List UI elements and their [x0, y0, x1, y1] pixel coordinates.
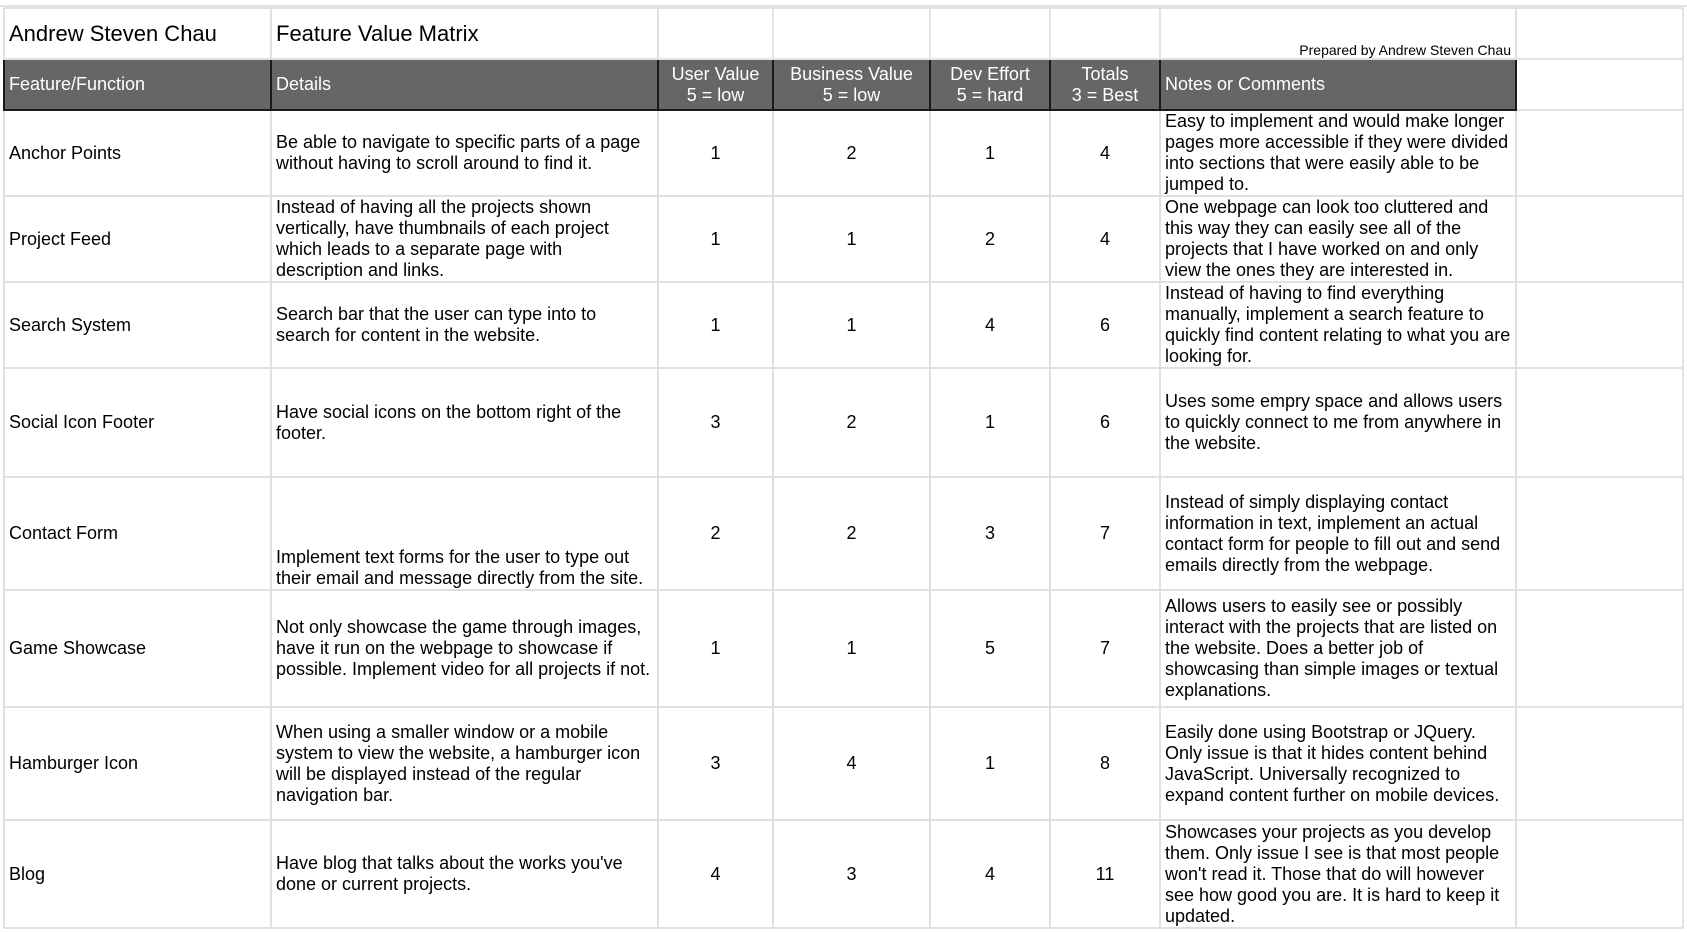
dev-effort-cell[interactable]: 5: [930, 590, 1050, 707]
total-cell[interactable]: 6: [1050, 282, 1160, 368]
empty-cell[interactable]: [1516, 477, 1683, 590]
title-row: [4, 8, 1683, 59]
empty-cell[interactable]: [1516, 110, 1683, 196]
details-cell[interactable]: When using a smaller window or a mobile system to view the website, a hamburger icon will be displayed instead of the regular navigation bar.: [271, 707, 658, 820]
header-notes[interactable]: Notes or Comments: [1160, 59, 1516, 110]
dev-effort-cell[interactable]: 1: [930, 707, 1050, 820]
header-details[interactable]: Details: [271, 59, 658, 110]
details-cell[interactable]: Have social icons on the bottom right of the footer.: [271, 368, 658, 477]
empty-cell[interactable]: [930, 8, 1050, 59]
dev-effort-cell[interactable]: 4: [930, 820, 1050, 928]
user-value-cell[interactable]: 1: [658, 110, 773, 196]
feature-cell[interactable]: Search System: [4, 282, 271, 368]
table-row: [4, 196, 1683, 282]
empty-cell[interactable]: [658, 8, 773, 59]
feature-cell[interactable]: Hamburger Icon: [4, 707, 271, 820]
header-user-value[interactable]: [658, 59, 773, 110]
details-cell[interactable]: Search bar that the user can type into to search for content in the website.: [271, 282, 658, 368]
business-value-cell[interactable]: 1: [773, 282, 930, 368]
total-cell[interactable]: 4: [1050, 110, 1160, 196]
user-value-cell[interactable]: 1: [658, 590, 773, 707]
details-cell[interactable]: Implement text forms for the user to type out their email and message directly from the site.: [271, 477, 658, 590]
empty-cell[interactable]: [1516, 8, 1683, 59]
sheet-title-cell[interactable]: Feature Value Matrix: [271, 8, 658, 59]
total-cell[interactable]: 11: [1050, 820, 1160, 928]
user-value-cell[interactable]: 2: [658, 477, 773, 590]
empty-cell[interactable]: [1516, 368, 1683, 477]
total-cell[interactable]: 6: [1050, 368, 1160, 477]
header-business-value-scale: 5 = low: [822, 84, 881, 105]
total-cell[interactable]: 4: [1050, 196, 1160, 282]
header-business-value-label: Business Value: [790, 63, 913, 84]
table-row: [4, 590, 1683, 707]
business-value-cell[interactable]: 3: [773, 820, 930, 928]
user-value-cell[interactable]: 3: [658, 707, 773, 820]
header-feature[interactable]: Feature/Function: [4, 59, 271, 110]
notes-cell[interactable]: One webpage can look too cluttered and this way they can easily see all of the projects that I have worked on and only view the ones they are interested in.: [1160, 196, 1516, 282]
header-row: [4, 59, 1683, 110]
dev-effort-cell[interactable]: 2: [930, 196, 1050, 282]
business-value-cell[interactable]: 2: [773, 477, 930, 590]
notes-cell[interactable]: Allows users to easily see or possibly interact with the projects that are listed on the website. Does a better job of showcasing than simple images or textual explanations.: [1160, 590, 1516, 707]
header-totals-label: Totals: [1081, 63, 1129, 84]
empty-cell[interactable]: [1516, 196, 1683, 282]
table-row: [4, 820, 1683, 928]
header-user-value-scale: 5 = low: [686, 84, 745, 105]
notes-cell[interactable]: Uses some empry space and allows users to quickly connect to me from anywhere in the website.: [1160, 368, 1516, 477]
empty-cell[interactable]: [1516, 282, 1683, 368]
user-value-cell[interactable]: 3: [658, 368, 773, 477]
user-value-cell[interactable]: 1: [658, 282, 773, 368]
notes-cell[interactable]: Instead of simply displaying contact information in text, implement an actual contact form for people to fill out and send emails directly from the webpage.: [1160, 477, 1516, 590]
empty-cell[interactable]: [773, 8, 930, 59]
business-value-cell[interactable]: 1: [773, 196, 930, 282]
business-value-cell[interactable]: 1: [773, 590, 930, 707]
notes-cell[interactable]: Showcases your projects as you develop them. Only issue I see is that most people won't read it. Those that do will however see how good you are. It is hard to keep it updated.: [1160, 820, 1516, 928]
prepared-by-cell[interactable]: Prepared by Andrew Steven Chau: [1160, 8, 1516, 59]
feature-cell[interactable]: Blog: [4, 820, 271, 928]
empty-cell[interactable]: [1516, 820, 1683, 928]
header-dev-effort-label: Dev Effort: [950, 63, 1030, 84]
details-cell[interactable]: Have blog that talks about the works you've done or current projects.: [271, 820, 658, 928]
table-row: [4, 110, 1683, 196]
dev-effort-cell[interactable]: 1: [930, 368, 1050, 477]
feature-cell[interactable]: Anchor Points: [4, 110, 271, 196]
business-value-cell[interactable]: 2: [773, 368, 930, 477]
feature-cell[interactable]: Social Icon Footer: [4, 368, 271, 477]
feature-value-matrix-table: [3, 7, 1684, 929]
table-row: [4, 282, 1683, 368]
user-value-cell[interactable]: 4: [658, 820, 773, 928]
header-business-value[interactable]: [773, 59, 930, 110]
empty-cell[interactable]: [1516, 59, 1683, 110]
feature-cell[interactable]: Game Showcase: [4, 590, 271, 707]
total-cell[interactable]: 8: [1050, 707, 1160, 820]
header-user-value-label: User Value: [671, 63, 760, 84]
details-cell[interactable]: Instead of having all the projects shown vertically, have thumbnails of each project which leads to a separate page with description and links.: [271, 196, 658, 282]
header-dev-effort-scale: 5 = hard: [956, 84, 1024, 105]
author-cell[interactable]: Andrew Steven Chau: [4, 8, 271, 59]
empty-cell[interactable]: [1516, 590, 1683, 707]
feature-cell[interactable]: Project Feed: [4, 196, 271, 282]
details-cell[interactable]: Not only showcase the game through images, have it run on the webpage to showcase if possible. Implement video for all projects if not.: [271, 590, 658, 707]
notes-cell[interactable]: Instead of having to find everything manually, implement a search feature to quickly find content relating to what you are looking for.: [1160, 282, 1516, 368]
details-cell[interactable]: Be able to navigate to specific parts of a page without having to scroll around to find it.: [271, 110, 658, 196]
header-dev-effort[interactable]: [930, 59, 1050, 110]
table-row: [4, 477, 1683, 590]
empty-cell[interactable]: [1050, 8, 1160, 59]
header-totals-scale: 3 = Best: [1071, 84, 1139, 105]
dev-effort-cell[interactable]: 4: [930, 282, 1050, 368]
business-value-cell[interactable]: 4: [773, 707, 930, 820]
user-value-cell[interactable]: 1: [658, 196, 773, 282]
notes-cell[interactable]: Easy to implement and would make longer pages more accessible if they were divided into sections that were easily able to be jumped to.: [1160, 110, 1516, 196]
dev-effort-cell[interactable]: 3: [930, 477, 1050, 590]
notes-cell[interactable]: Easily done using Bootstrap or JQuery. Only issue is that it hides content behind JavaScript. Universally recognized to expand content further on mobile devices.: [1160, 707, 1516, 820]
feature-cell[interactable]: Contact Form: [4, 477, 271, 590]
header-totals[interactable]: [1050, 59, 1160, 110]
dev-effort-cell[interactable]: 1: [930, 110, 1050, 196]
empty-cell[interactable]: [1516, 707, 1683, 820]
total-cell[interactable]: 7: [1050, 477, 1160, 590]
total-cell[interactable]: 7: [1050, 590, 1160, 707]
table-row: [4, 368, 1683, 477]
business-value-cell[interactable]: 2: [773, 110, 930, 196]
table-row: [4, 707, 1683, 820]
